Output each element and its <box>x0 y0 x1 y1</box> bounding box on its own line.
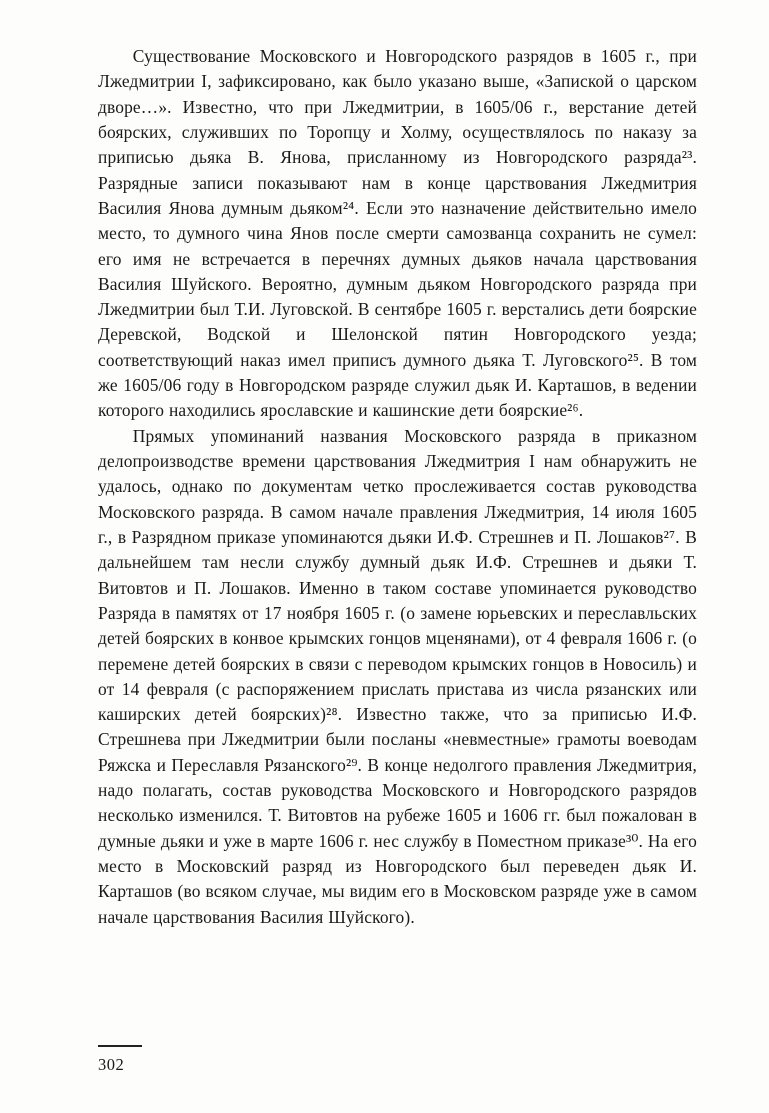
paragraph-1: Существование Московского и Новгородского разрядов в 1605 г., при Лжедмитрии I, зафиксировано, как было указано выше, «Запиской о царском дворе…». Известно, что при Лжедмитрии, в 1605/06 г., верстание детей боярских, служивших по Торопцу и Холму, осуществлялось по наказу за приписью дьяка В. Янова, присланному из Новгородского разряда²³. Разрядные записи показывают нам в конце царствования Лжедмитрия Василия Янова думным дьяком²⁴. Если это назначение действительно имело место, то думного чина Янов после смерти самозванца сохранить не сумел: его имя не встречается в перечнях думных дьяков начала царствования Василия Шуйского. Вероятно, думным дьяком Новгородского разряда при Лжедмитрии был Т.И. Луговской. В сентябре 1605 г. верстались дети боярские Деревской, Водской и Шелонской пятин Новгородского уезда; соответствующий наказ имел приписъ думного дьяка Т. Луговского²⁵. В том же 1605/06 году в Новгородском разряде служил дьяк И. Карташов, в ведении которого находились ярославские и кашинские дети боярские²⁶. <box>98 46 697 421</box>
page-number: 302 <box>98 1055 125 1074</box>
page-footer <box>98 1045 658 1075</box>
page-body <box>98 44 697 930</box>
paragraph-2: Прямых упоминаний названия Московского разряда в приказном делопроизводстве времени царствования Лжедмитрия I нам обнаружить не удалось, однако по документам четко прослеживается состав руководства Московского разряда. В самом начале правления Лжедмитрия, 14 июля 1605 г., в Разрядном приказе упоминаются дьяки И.Ф. Стрешнев и П. Лошаков²⁷. В дальнейшем там несли службу думный дьяк И.Ф. Стрешнев и дьяки Т. Витовтов и П. Лошаков. Именно в таком составе упоминается руководство Разряда в памятях от 17 ноября 1605 г. (о замене юрьевских и переславльских детей боярских в конвое крымских гонцов мценянами), от 4 февраля 1606 г. (о перемене детей боярских в связи с переводом крымских гонцов в Новосиль) и от 14 февраля (с распоряжением прислать пристава из числа рязанских или каширских детей боярских)²⁸. Известно также, что за приписью И.Ф. Стрешнева при Лжедмитрии были посланы «невместные» грамоты воеводам Ряжска и Переславля Рязанского²⁹. В конце недолгого правления Лжедмитрия, надо полагать, состав руководства Московского и Новгородского разрядов несколько изменился. Т. Витовтов на рубеже 1605 и 1606 гг. был пожалован в думные дьяки и уже в марте 1606 г. нес службу в Поместном приказе³⁰. На его место в Московский разряд из Новгородского был переведен дьяк И. Карташов (во всяком случае, мы видим его в Московском разряде уже в самом начале царствования Василия Шуйского). <box>98 425 697 927</box>
footer-divider <box>98 1045 142 1047</box>
